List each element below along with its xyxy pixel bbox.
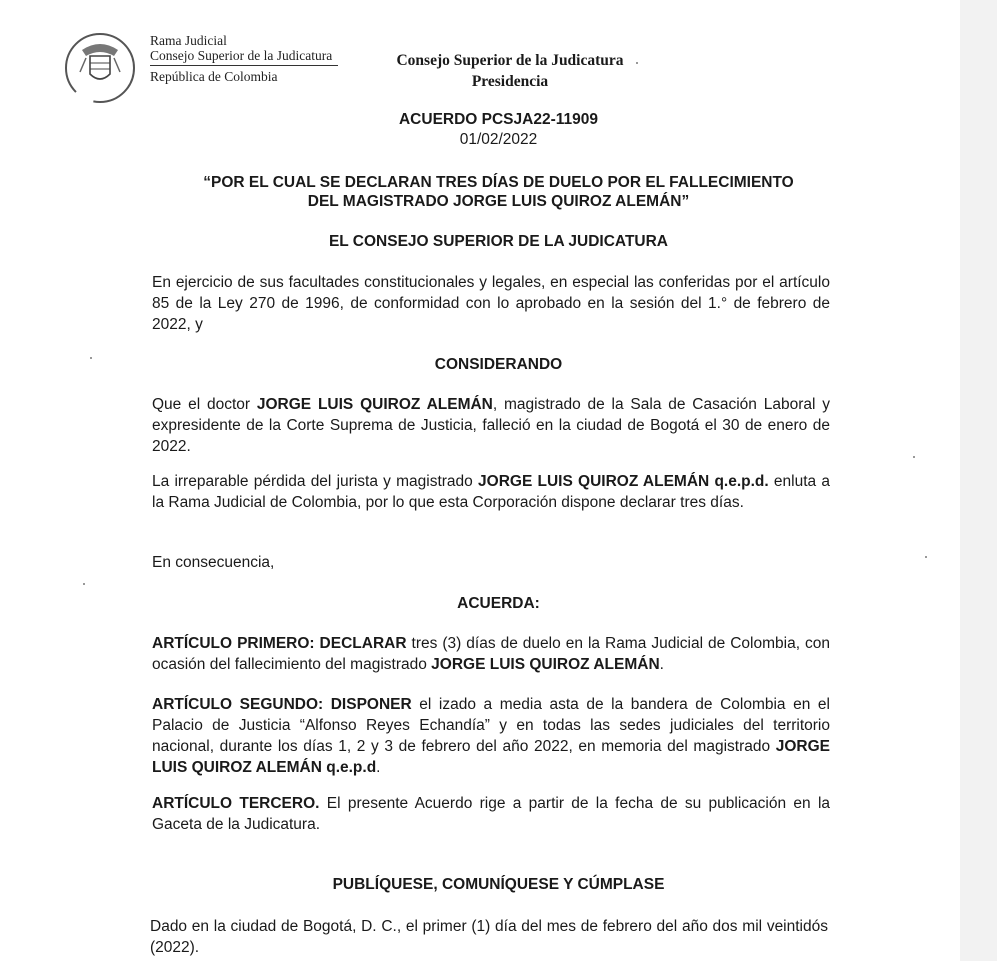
scan-speck: [913, 456, 915, 458]
presidency-line-2: Presidencia: [471, 73, 549, 90]
closing-heading: PUBLÍQUESE, COMUNÍQUESE Y CÚMPLASE: [332, 876, 665, 893]
title-line-1: “POR EL CUAL SE DECLARAN TRES DÍAS DE DUELO POR EL FALLECIMIENTO: [203, 174, 794, 191]
text: tres (3) días de duelo en la Rama Judicial de Colombia, con ocasión del fallecimiento del magistrado: [152, 635, 831, 673]
magistrate-name: JORGE LUIS QUIROZ ALEMÁN q.e.p.d.: [478, 473, 769, 490]
presidency-line-1: Consejo Superior de la Judicatura: [396, 52, 624, 69]
coat-of-arms-seal-icon: [60, 26, 140, 106]
article-1-label: ARTÍCULO PRIMERO: DECLARAR: [152, 635, 407, 652]
article-2-label: ARTÍCULO SEGUNDO: DISPONER: [152, 696, 412, 713]
magistrate-name: JORGE LUIS QUIROZ ALEMÁN: [431, 656, 660, 673]
text: La irreparable pérdida del jurista y magistrado: [152, 473, 479, 490]
org-divider: [150, 65, 338, 66]
article-1: [152, 633, 830, 675]
given-paragraph: Dado en la ciudad de Bogotá, D. C., el primer (1) día del mes de febrero del año dos mil veintidós (2022).: [150, 918, 828, 956]
article-2: [152, 694, 830, 778]
org-line-1: Rama Judicial: [150, 33, 227, 48]
text: Que el doctor: [152, 396, 257, 413]
text: , magistrado de la Sala de Casación Laboral y expresidente de la Corte Suprema de Justicia, falleció en la ciudad de Bogotá el 30 de enero de 2022.: [152, 396, 831, 455]
acuerda-heading: ACUERDA:: [457, 595, 540, 612]
text: el izado a media asta de la bandera de Colombia en el Palacio de Justicia “Alfonso Reyes Echandía” y en todas las sedes judiciales del territorio nacional, durante los días 1, 2 y 3 de febrero del año 2022, en memoria del magistrado: [152, 696, 830, 755]
magistrate-name: JORGE LUIS QUIROZ ALEMÁN q.e.p.d: [152, 738, 830, 776]
consequence-line: En consecuencia,: [152, 554, 275, 571]
text: .: [376, 759, 381, 776]
considerando-heading: CONSIDERANDO: [434, 356, 563, 373]
title-line-2: DEL MAGISTRADO JORGE LUIS QUIROZ ALEMÁN”: [307, 193, 690, 210]
text: El presente Acuerdo rige a partir de la fecha de su publicación en la Gaceta de la Judicatura.: [152, 795, 831, 833]
magistrate-name: JORGE LUIS QUIROZ ALEMÁN: [256, 396, 493, 413]
preamble-paragraph: En ejercicio de sus facultades constitucionales y legales, en especial las conferidas por el artículo 85 de la Ley 270 de 1996, de conformidad con lo aprobado en la sesión del 1.° de febrero de 2022, y: [152, 274, 830, 333]
scan-speck: [83, 583, 85, 585]
presidency-header: [370, 50, 650, 92]
org-block: [150, 33, 338, 84]
scan-speck: [925, 556, 927, 558]
scan-speck: [636, 62, 638, 64]
text: enluta a la Rama Judicial de Colombia, por lo que esta Corporación dispone declarar tres días.: [152, 473, 830, 511]
scan-speck: [90, 357, 92, 359]
org-line-3: República de Colombia: [150, 69, 278, 84]
considerando-paragraph-2: [152, 471, 830, 513]
issuer-heading: EL CONSEJO SUPERIOR DE LA JUDICATURA: [328, 233, 669, 250]
considerando-paragraph-1: [152, 394, 830, 457]
article-3: [152, 793, 830, 835]
org-line-2: Consejo Superior de la Judicatura: [150, 48, 333, 63]
article-3-label: ARTÍCULO TERCERO.: [152, 795, 320, 812]
acuerdo-date: 01/02/2022: [459, 131, 538, 148]
acuerdo-number: ACUERDO PCSJA22-11909: [398, 111, 598, 128]
text: .: [659, 656, 664, 673]
